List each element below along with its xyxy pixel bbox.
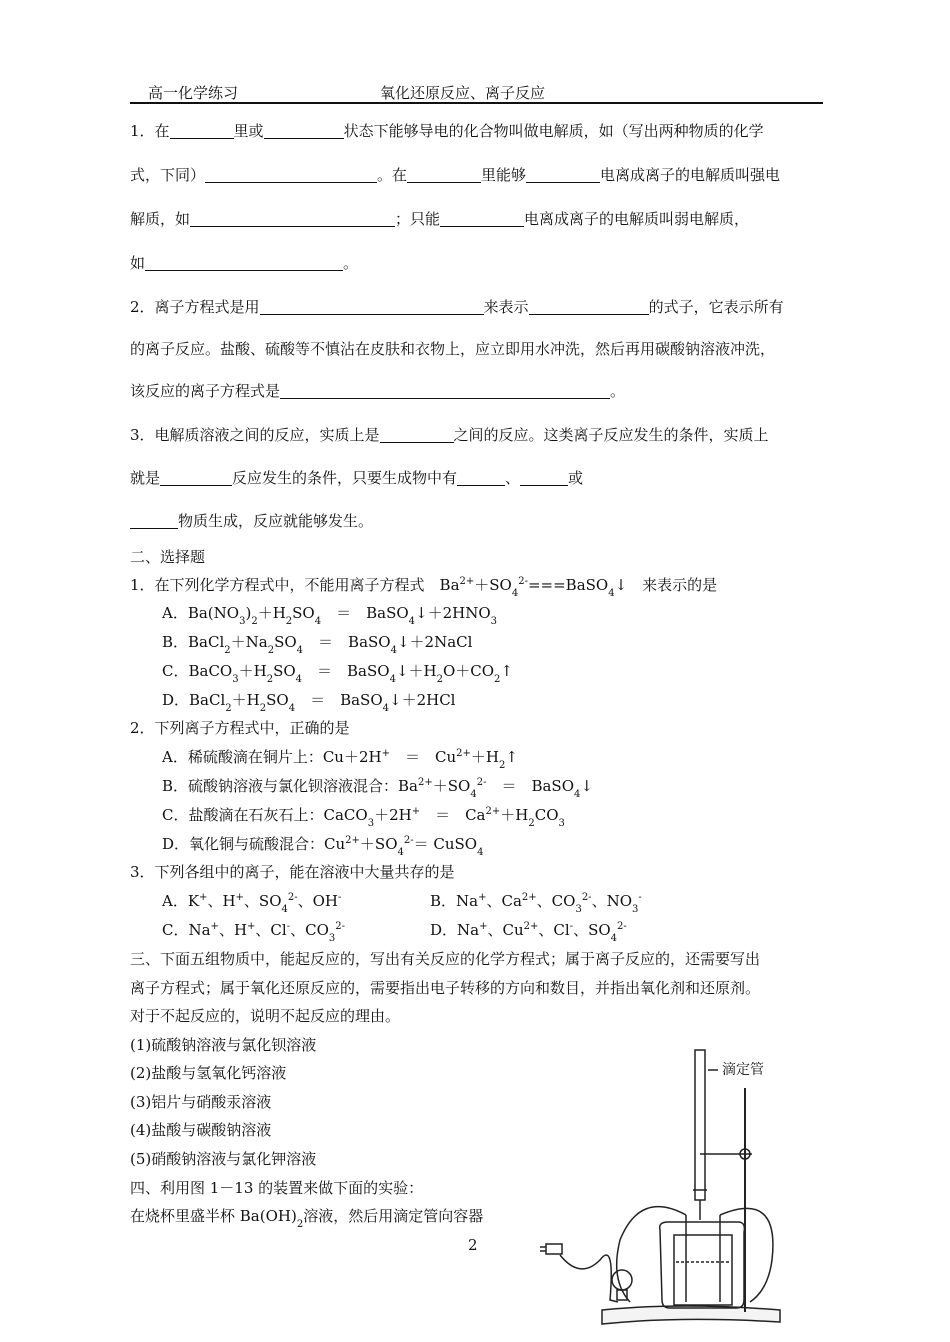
text: 或 (568, 469, 584, 487)
mc3-option-d[interactable] (430, 919, 627, 944)
t: 3 (367, 818, 375, 829)
text: 。 (610, 382, 626, 400)
t: SO (273, 662, 296, 680)
t: 2+ (521, 892, 537, 903)
t: ＝ BaSO (321, 604, 409, 622)
t: 3 (239, 616, 246, 627)
t: + (479, 921, 488, 932)
t: D．氧化铜与硫酸混合：Cu (162, 835, 346, 853)
t: B．硫酸钠溶液与氯化钡溶液混合：Ba (162, 777, 418, 795)
text: 式，下同） (130, 166, 206, 184)
t: 2+ (485, 806, 501, 817)
q1-line2 (130, 164, 780, 185)
fill-blank[interactable] (440, 210, 524, 227)
fill-blank[interactable] (520, 469, 568, 486)
t: 2 (251, 616, 258, 627)
t: 4 (382, 703, 389, 714)
t: 2 (285, 616, 293, 627)
t: 2- (287, 892, 298, 903)
fill-blank[interactable] (380, 426, 454, 443)
section4-line1 (130, 1205, 484, 1230)
fill-blank[interactable] (280, 382, 610, 399)
text: 里或 (233, 122, 264, 140)
t: ＝ BaSO (303, 633, 391, 651)
fill-blank[interactable] (170, 122, 234, 139)
section3-line2: 离子方程式；属于氧化还原反应的，需要指出电子转移的方向和数目，并指出氧化剂和还原剂。 (130, 979, 761, 997)
mc2-stem: 2．下列离子方程式中，正确的是 (130, 719, 350, 737)
t: O＋CO (442, 662, 495, 680)
text: 、 (505, 469, 521, 487)
text: 电离成离子的电解质叫弱电解质， (524, 210, 750, 228)
t: ＋H (500, 806, 529, 824)
t: 4 (314, 616, 322, 627)
t: ＝ CuSO (413, 835, 478, 853)
q3-line1 (130, 424, 769, 445)
t: + (199, 892, 208, 903)
t: A．K (162, 892, 200, 910)
t: ＝ BaSO (486, 777, 574, 795)
mc3-option-c[interactable] (162, 919, 345, 944)
t: 4 (281, 904, 288, 915)
t: 、CO (290, 921, 329, 939)
t: - (569, 921, 574, 932)
t: 2+ (456, 748, 471, 759)
t: 4 (477, 847, 484, 858)
text: 3．电解质溶液之间的反应，实质上是 (130, 426, 380, 444)
text: 就是 (130, 469, 161, 487)
t: 4 (389, 674, 396, 685)
mc2-option-d[interactable] (162, 833, 484, 858)
t: 2+ (345, 835, 360, 846)
mc3-stem: 3．下列各组中的离子，能在溶液中大量共存的是 (130, 863, 455, 881)
t: 2- (617, 921, 627, 932)
mc3-option-b[interactable] (430, 890, 642, 915)
t: 溶液，然后用滴定管向容器 (303, 1207, 484, 1225)
t: ↓＋H (395, 662, 437, 680)
fill-blank[interactable] (145, 254, 343, 271)
fill-blank[interactable] (205, 166, 377, 183)
text: 如 (130, 254, 146, 272)
text: 解质，如 (130, 210, 191, 228)
q2-line2: 的离子反应。盐酸、硫酸等不慎沾在皮肤和衣物上，应立即用水冲洗，然后再用碳酸钠溶液冲洗， (130, 340, 776, 358)
t: A．Ba(NO (162, 604, 240, 622)
t: CO (534, 806, 559, 824)
fill-blank[interactable] (526, 166, 600, 183)
text: 2．离子方程式是用 (130, 298, 260, 316)
text: ；只能 (395, 210, 441, 228)
t: C．盐酸滴在石灰石上：CaCO (162, 806, 368, 824)
text: 。 (343, 254, 359, 272)
t: 2- (518, 576, 528, 587)
t: 2 (436, 674, 443, 685)
t: SO (292, 604, 315, 622)
t: ===BaSO (527, 576, 609, 594)
fill-blank[interactable] (264, 122, 344, 139)
q1-line1 (130, 120, 764, 141)
t: ↓ (580, 777, 593, 795)
t: 、NO (591, 892, 632, 910)
t: + (235, 892, 244, 903)
t: + (411, 806, 421, 817)
mc1-option-c[interactable] (162, 660, 513, 685)
t: 、Cl (255, 921, 287, 939)
text: 该反应的离子方程式是 (130, 382, 281, 400)
t: D．Na (430, 921, 480, 939)
t: 、SO (243, 892, 282, 910)
t: 2+ (459, 576, 475, 587)
fill-blank[interactable] (190, 210, 395, 227)
mc1-option-a[interactable] (162, 602, 498, 627)
t: 2 (494, 674, 501, 685)
t: 3 (490, 616, 498, 627)
mc3-option-a[interactable] (162, 890, 342, 915)
t: ＋SO (432, 777, 471, 795)
t: 4 (608, 588, 615, 599)
t: - (638, 892, 642, 903)
t: 2- (335, 921, 345, 932)
t: ＝ Ca (420, 806, 486, 824)
reaction-item-2: (2)盐酸与氢氧化钙溶液 (130, 1064, 287, 1082)
t: 、OH (297, 892, 339, 910)
t: 4 (296, 645, 304, 656)
t: 2+ (418, 777, 433, 788)
text: 电离成离子的电解质叫强电 (600, 166, 781, 184)
t: D．BaCl (162, 691, 226, 709)
t: 3 (575, 904, 582, 915)
t: ＋H (231, 691, 260, 709)
t: 2 (296, 1219, 304, 1230)
t: ↓＋2HNO (415, 604, 491, 622)
t: ＝ BaSO (295, 691, 383, 709)
t: 2- (476, 777, 487, 788)
fill-blank[interactable] (407, 166, 481, 183)
t: 、H (218, 921, 248, 939)
t: 在烧杯里盛半杯 Ba(OH) (130, 1207, 297, 1225)
t: + (478, 892, 487, 903)
text: 来表示 (483, 298, 529, 316)
q1-line4 (130, 252, 358, 273)
fill-blank[interactable] (529, 298, 649, 315)
burette-label: 滴定管 (722, 1062, 764, 1078)
mc1-option-d[interactable] (162, 689, 456, 714)
titration-apparatus-figure (540, 1040, 800, 1336)
section3-line3: 对于不起反应的，说明不起反应的理由。 (130, 1007, 401, 1025)
t: 4 (397, 847, 404, 858)
text: 反应发生的条件，只要生成物中有 (232, 469, 458, 487)
text: 。在 (377, 166, 408, 184)
t: 2 (267, 645, 275, 656)
t: 、SO (573, 921, 611, 939)
t: 1．在下列化学方程式中，不能用离子方程式 Ba (130, 576, 460, 594)
mc2-option-a[interactable] (162, 746, 518, 771)
mc2-option-b[interactable] (162, 775, 593, 800)
t: - (286, 921, 291, 932)
t: ↓＋2NaCl (396, 633, 473, 651)
t: 2 (266, 674, 274, 685)
page-number: 2 (468, 1236, 478, 1254)
t: 、CO (536, 892, 576, 910)
header-topic: 氧化还原反应、离子反应 (380, 84, 546, 102)
text: 的式子，它表示所有 (648, 298, 784, 316)
t: 4 (470, 789, 477, 800)
t: ↑ (505, 748, 518, 766)
t: ↓＋2HCl (389, 691, 456, 709)
t: 4 (574, 789, 581, 800)
fill-blank[interactable] (160, 469, 232, 486)
t: ＋SO (359, 835, 398, 853)
reaction-item-3: (3)铝片与硝酸汞溶液 (130, 1093, 272, 1111)
t: 4 (295, 674, 303, 685)
t: 、Cu (487, 921, 524, 939)
t: 2 (528, 818, 535, 829)
t: ) (245, 604, 252, 622)
t: 2+ (523, 921, 539, 932)
page-header (130, 82, 823, 104)
t: 、H (207, 892, 236, 910)
t: SO (274, 633, 297, 651)
t: ↓ 来表示的是 (614, 576, 718, 594)
q2-line1 (130, 296, 784, 317)
t: B．BaCl (162, 633, 225, 651)
t: - (338, 892, 342, 903)
q2-line3 (130, 380, 625, 401)
t: B．Na (430, 892, 479, 910)
t: 2 (225, 703, 232, 714)
fill-blank[interactable] (260, 298, 484, 315)
mc2-option-c[interactable] (162, 804, 565, 829)
t: 、Cl (538, 921, 570, 939)
t: 2- (403, 835, 414, 846)
q1-line3 (130, 208, 749, 229)
t: + (381, 748, 390, 759)
t: ＋H (257, 604, 286, 622)
section2-title: 二、选择题 (130, 548, 206, 566)
t: 4 (288, 703, 296, 714)
t: ＋Na (230, 633, 268, 651)
t: 4 (610, 933, 618, 944)
t: ＋SO (474, 576, 512, 594)
t: + (247, 921, 256, 932)
section3-line1: 三、下面五组物质中，能起反应的，写出有关反应的化学方程式；属于离子反应的，还需要写出 (130, 950, 761, 968)
fill-blank[interactable] (130, 512, 178, 529)
t: 2 (259, 703, 267, 714)
reaction-item-1: (1)硫酸钠溶液与氯化钡溶液 (130, 1036, 317, 1054)
t: C．BaCO (162, 662, 233, 680)
t: 4 (511, 588, 519, 599)
text: 1．在 (130, 122, 170, 140)
t: 、Ca (486, 892, 522, 910)
t: 4 (408, 616, 416, 627)
mc1-stem (130, 574, 718, 599)
t: ↑ (500, 662, 513, 680)
fill-blank[interactable] (457, 469, 505, 486)
t: 3 (632, 904, 639, 915)
reaction-item-5: (5)硝酸钠溶液与氯化钾溶液 (130, 1150, 317, 1168)
mc1-option-b[interactable] (162, 631, 473, 656)
section4-title: 四、利用图 1－13 的装置来做下面的实验： (130, 1179, 424, 1197)
text: 之间的反应。这类离子反应发生的条件，实质上 (453, 426, 769, 444)
t: 3 (328, 933, 336, 944)
t: C．Na (162, 921, 211, 939)
t: ＝ BaSO (302, 662, 390, 680)
header-course: 高一化学练习 (148, 84, 239, 102)
t: ＝ Cu (390, 748, 457, 766)
t: ＋H (238, 662, 267, 680)
t: + (210, 921, 219, 932)
t: 3 (232, 674, 239, 685)
t: 2- (581, 892, 592, 903)
t: 2 (498, 760, 506, 771)
text: 里能够 (481, 166, 527, 184)
t: 2 (224, 645, 231, 656)
q3-line3 (130, 510, 373, 531)
text: 物质生成，反应就能够发生。 (178, 512, 374, 530)
t: SO (266, 691, 289, 709)
t: 4 (390, 645, 397, 656)
t: 3 (558, 818, 565, 829)
text: 状态下能够导电的化合物叫做电解质，如（写出两种物质的化学 (343, 122, 764, 140)
reaction-item-4: (4)盐酸与碳酸钠溶液 (130, 1121, 272, 1139)
t: ＋2H (374, 806, 412, 824)
t: ＋H (470, 748, 499, 766)
q3-line2 (130, 467, 583, 488)
t: A．稀硫酸滴在铜片上：Cu＋2H (162, 748, 382, 766)
